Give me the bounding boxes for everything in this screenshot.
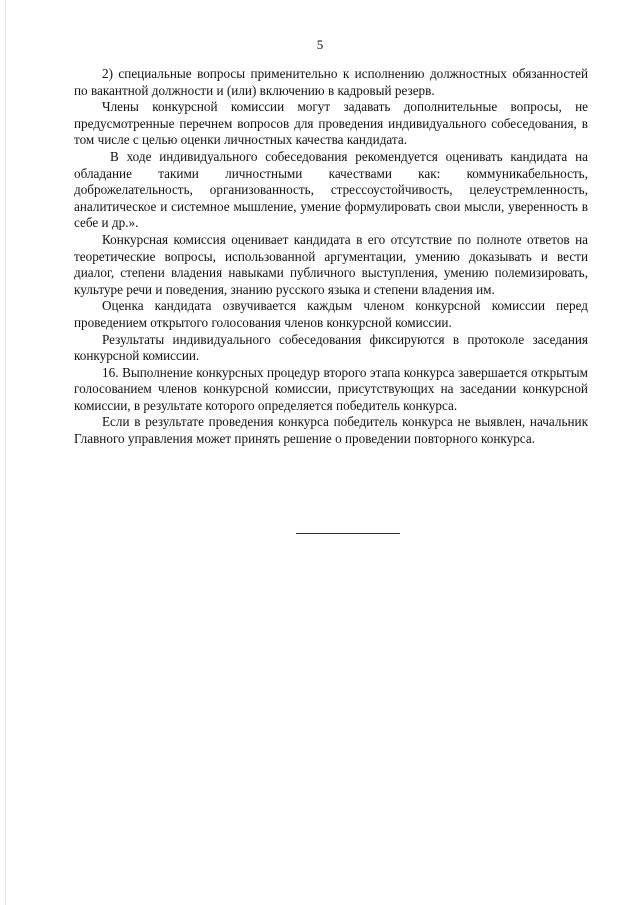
end-divider [296, 533, 400, 534]
paragraph-results-protocol: Результаты индивидуального собеседования фиксируются в протоколе заседания конкурсной комиссии. [74, 331, 588, 364]
paragraph-evaluation-criteria: Конкурсная комиссия оценивает кандидата в его отсутствие по полноте ответов на теоретические вопросы, использованной аргументации, умению доказывать и вести диалог, степени владения навыками публичного выступления, умению полемизировать, культуре речи и поведения, знанию русского языка и степени владения им. [74, 231, 588, 297]
paragraph-item-16: 16. Выполнение конкурсных процедур второго этапа конкурса завершается открытым голосованием членов конкурсной комиссии, присутствующих на заседании конкурсной комиссии, в результате которого определяется победитель конкурса. [74, 364, 588, 413]
paragraph-special-questions: 2) специальные вопросы применительно к исполнению должностных обязанностей по вакантной должности и (или) включению в кадровый резерв. [74, 66, 588, 98]
paragraph-assessment-announcement: Оценка кандидата озвучивается каждым членом конкурсной комиссии перед проведением открытого голосования членов конкурсной комиссии. [74, 298, 588, 330]
page-number: 5 [316, 37, 324, 52]
paragraph-personal-qualities: В ходе индивидуального собеседования рекомендуется оценивать кандидата на обладание такими личностными качествами как: коммуникабельность, доброжелательность, организованность, стрессоустойчивость, целеустремленность, аналитическое и системное мышление, умение формулировать свои мысли, уверенность в себе и др.». [74, 148, 588, 231]
paragraph-repeat-contest: Если в результате проведения конкурса победитель конкурса не выявлен, начальник Главного управления может принять решение о проведении повторного конкурса. [74, 414, 588, 447]
paragraph-additional-questions: Члены конкурсной комиссии могут задавать дополнительные вопросы, не предусмотренные перечнем вопросов для проведения индивидуального собеседования, в том числе с целью оценки личностных качества кандидата. [74, 99, 588, 148]
document-body [74, 66, 588, 448]
scan-edge [5, 0, 6, 905]
